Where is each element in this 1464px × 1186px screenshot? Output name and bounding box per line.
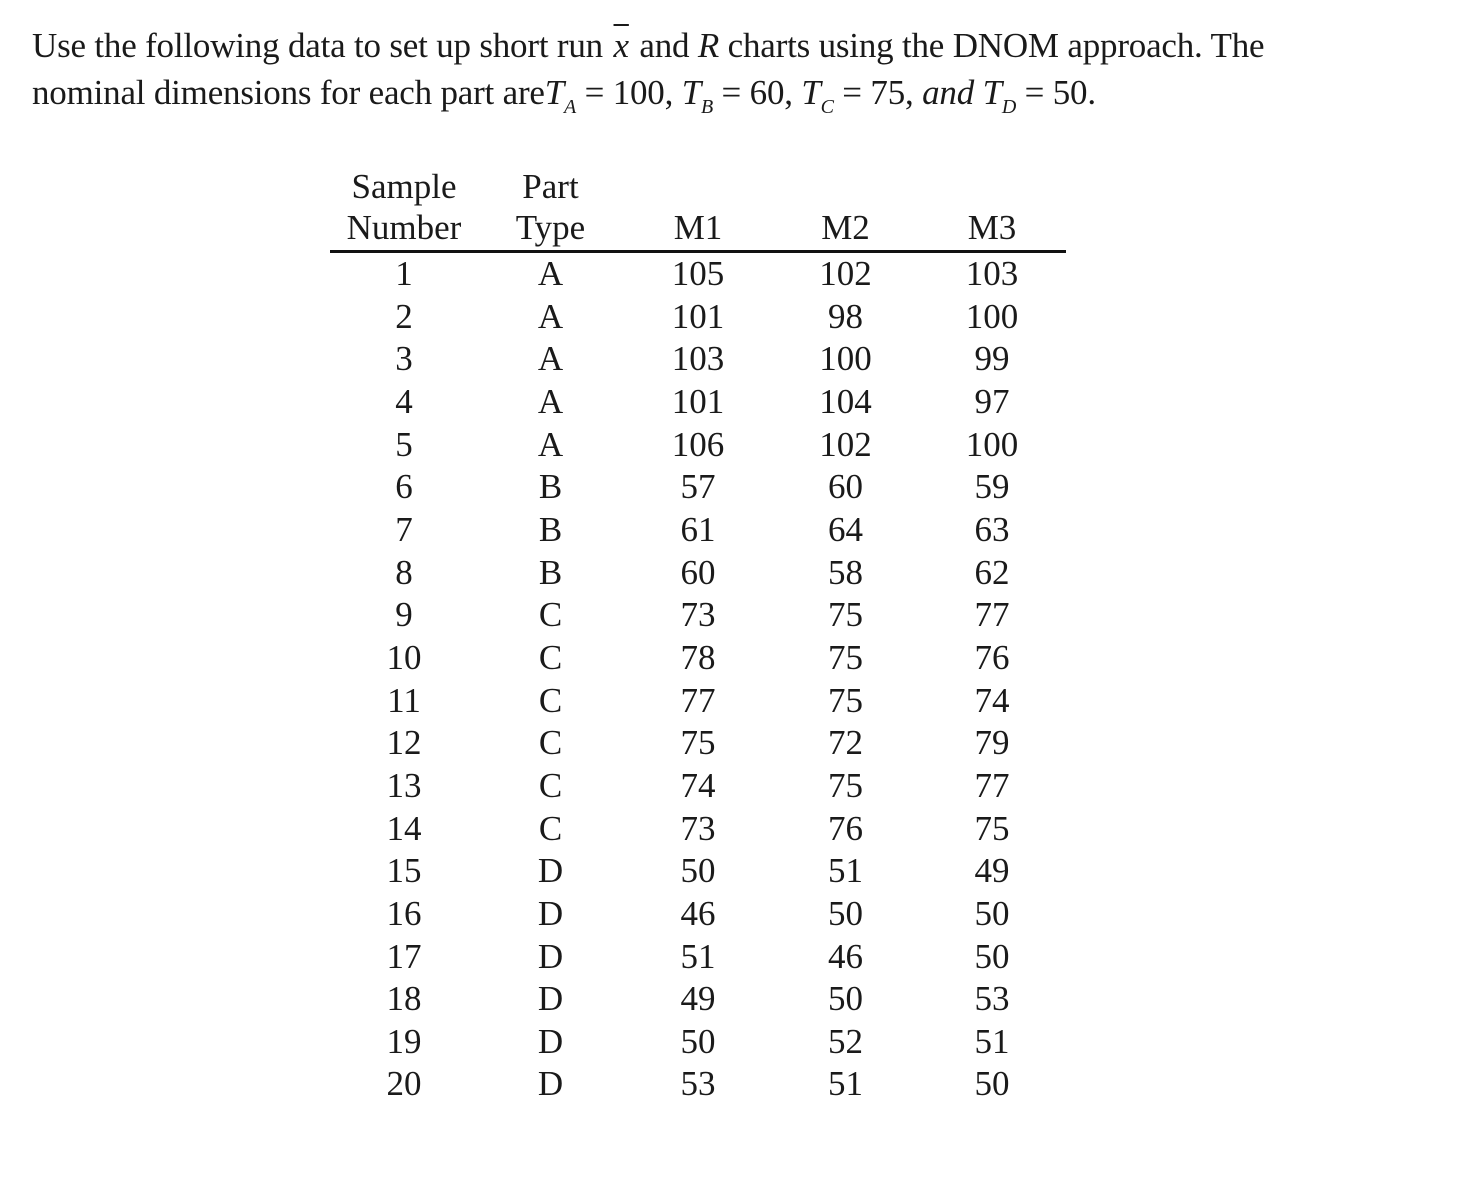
table-cell: 98 [828, 296, 863, 336]
table-row [330, 978, 1066, 1021]
table-cell: 100 [965, 296, 1019, 336]
table-row [330, 466, 1066, 509]
table-cell: B [538, 552, 563, 592]
table-cell: 52 [828, 1021, 863, 1061]
table-cell: 53 [974, 979, 1010, 1019]
r-symbol: R [697, 26, 720, 65]
table-cell: B [538, 509, 563, 549]
table-cell: 73 [680, 595, 716, 635]
table-cell: 76 [828, 808, 863, 848]
table-row [330, 296, 1066, 339]
header-cell: M1 [623, 207, 773, 252]
target-d-subscript: D [1001, 96, 1017, 118]
table-cell: 10 [386, 637, 422, 677]
table-cell: 19 [386, 1021, 422, 1061]
table-cell: 50 [974, 936, 1010, 976]
table-cell: C [538, 680, 563, 720]
target-b-symbol: T [681, 73, 701, 112]
table-cell: 9 [395, 595, 413, 635]
target-d-symbol: T [982, 73, 1002, 112]
table-cell: 7 [395, 509, 413, 549]
table-cell: C [538, 595, 563, 635]
table-cell: 74 [974, 680, 1010, 720]
table-cell: 3 [395, 339, 413, 379]
table-row [330, 637, 1066, 680]
header-cell: M3 [918, 207, 1066, 252]
table-cell: 11 [387, 680, 421, 720]
table-row [330, 765, 1066, 808]
table-cell: 99 [974, 339, 1010, 379]
table-cell: 12 [386, 723, 422, 763]
table-cell: C [538, 765, 563, 805]
table-cell: 8 [395, 552, 413, 592]
table-cell: D [537, 936, 564, 976]
table-cell: 50 [680, 1021, 716, 1061]
table-cell: 57 [680, 467, 716, 507]
table-cell: 51 [828, 851, 863, 891]
table-cell: 13 [386, 765, 422, 805]
table-cell: 18 [386, 979, 422, 1019]
table-cell: 77 [974, 595, 1010, 635]
table-cell: D [537, 979, 564, 1019]
table-cell: 75 [828, 637, 863, 677]
table-cell: 60 [680, 552, 716, 592]
table-cell: 49 [680, 979, 716, 1019]
table-cell: 6 [395, 467, 413, 507]
target-b-value: = 60, [713, 73, 802, 112]
table-row [330, 594, 1066, 637]
table-cell: D [537, 1064, 564, 1104]
problem-text: charts using the DNOM approach. The [727, 26, 1265, 65]
header-cell: Part [522, 167, 579, 206]
table-cell: C [538, 808, 563, 848]
xbar-symbol: $\overline{x}$ [613, 26, 629, 65]
table-cell: 76 [974, 637, 1010, 677]
table-cell: 46 [680, 893, 716, 933]
table-cell: 53 [680, 1064, 716, 1104]
table-cell: 16 [386, 893, 422, 933]
table-cell: 75 [828, 595, 863, 635]
table-cell: 51 [828, 1064, 863, 1104]
table-cell: A [537, 254, 564, 293]
problem-line-2 [32, 69, 1442, 116]
table-cell: 78 [680, 637, 716, 677]
table-row [330, 680, 1066, 723]
table-cell: 51 [680, 936, 716, 976]
table-cell: 49 [974, 851, 1010, 891]
table-cell: D [537, 893, 564, 933]
table-cell: 103 [965, 254, 1019, 293]
table-cell: 75 [828, 765, 863, 805]
table-cell: 103 [671, 339, 725, 379]
header-cell [918, 166, 1066, 207]
table-cell: 5 [395, 424, 413, 464]
table-row [330, 338, 1066, 381]
table-cell: 4 [395, 381, 413, 421]
table-cell: 62 [974, 552, 1010, 592]
header-cell [623, 166, 773, 207]
table-cell: 17 [386, 936, 422, 976]
target-a-symbol: T [544, 73, 565, 112]
table-cell: C [538, 723, 563, 763]
table-cell: 50 [974, 893, 1010, 933]
table-row [330, 552, 1066, 595]
table-cell: D [537, 1021, 564, 1061]
table-row [330, 1021, 1066, 1064]
problem-text: nominal dimensions for each part are [32, 73, 545, 112]
table-cell: 46 [828, 936, 863, 976]
header-row-top [330, 166, 1066, 207]
problem-text: and [639, 26, 690, 65]
table-cell: 101 [671, 296, 725, 336]
table-cell: 60 [828, 467, 863, 507]
table-cell: 58 [828, 552, 863, 592]
header-cell [773, 166, 918, 207]
table-cell: 50 [828, 893, 863, 933]
table-cell: 75 [974, 808, 1010, 848]
table-cell: 1 [395, 254, 413, 293]
target-c-value: = 75, [833, 73, 923, 112]
table-cell: 73 [680, 808, 716, 848]
data-table [330, 166, 1066, 1106]
header-cell: Type [478, 207, 623, 252]
table-cell: 50 [680, 851, 716, 891]
table-cell: 50 [974, 1064, 1010, 1104]
table-row [330, 850, 1066, 893]
table-row [330, 936, 1066, 979]
table-cell: 74 [680, 765, 716, 805]
table-cell: 63 [974, 509, 1010, 549]
target-d-value: = 50. [1016, 73, 1096, 112]
header-cell: Sample [351, 167, 457, 206]
problem-line-1 [32, 22, 1442, 69]
data-table-container [330, 166, 1066, 1106]
table-cell: B [538, 467, 563, 507]
table-body [330, 252, 1066, 1107]
and-word: and [922, 73, 974, 112]
table-cell: 14 [386, 808, 422, 848]
header-cell: M2 [773, 207, 918, 252]
table-cell: 105 [671, 254, 725, 293]
table-cell: 79 [974, 723, 1010, 763]
table-cell: 97 [974, 381, 1010, 421]
table-cell: 77 [680, 680, 716, 720]
table-cell: 75 [680, 723, 716, 763]
table-row [330, 381, 1066, 424]
table-cell: A [537, 424, 564, 464]
target-b-subscript: B [700, 96, 713, 118]
table-row [330, 893, 1066, 936]
table-cell: C [538, 637, 563, 677]
table-cell: 104 [819, 381, 872, 421]
table-cell: A [537, 381, 564, 421]
table-row [330, 808, 1066, 851]
table-cell: 2 [395, 296, 413, 336]
table-row [330, 252, 1066, 296]
table-cell: 102 [819, 254, 872, 293]
target-c-symbol: T [801, 73, 821, 112]
table-cell: 77 [974, 765, 1010, 805]
table-row [330, 424, 1066, 467]
header-row-bottom [330, 207, 1066, 252]
table-cell: 106 [671, 424, 725, 464]
table-cell: 59 [974, 467, 1010, 507]
table-cell: 100 [965, 424, 1019, 464]
table-cell: 102 [819, 424, 872, 464]
problem-statement [32, 22, 1442, 116]
table-cell: 72 [828, 723, 863, 763]
table-cell: 20 [386, 1064, 422, 1104]
table-cell: 61 [680, 509, 716, 549]
table-cell: A [537, 339, 564, 379]
table-cell: 100 [819, 339, 872, 379]
table-cell: 101 [671, 381, 725, 421]
table-cell: D [537, 851, 564, 891]
problem-text: Use the following data to set up short run [32, 26, 603, 65]
target-a-value: = 100, [576, 73, 682, 112]
table-row [330, 1063, 1066, 1106]
table-cell: 15 [386, 851, 422, 891]
table-cell: 64 [828, 509, 863, 549]
table-cell: A [537, 296, 564, 336]
table-header [330, 166, 1066, 252]
table-row [330, 722, 1066, 765]
table-cell: 50 [828, 979, 863, 1019]
table-cell: 51 [974, 1021, 1010, 1061]
table-row [330, 509, 1066, 552]
target-a-subscript: A [564, 96, 577, 118]
header-cell: Number [330, 207, 478, 252]
table-cell: 75 [828, 680, 863, 720]
target-c-subscript: C [820, 96, 834, 118]
